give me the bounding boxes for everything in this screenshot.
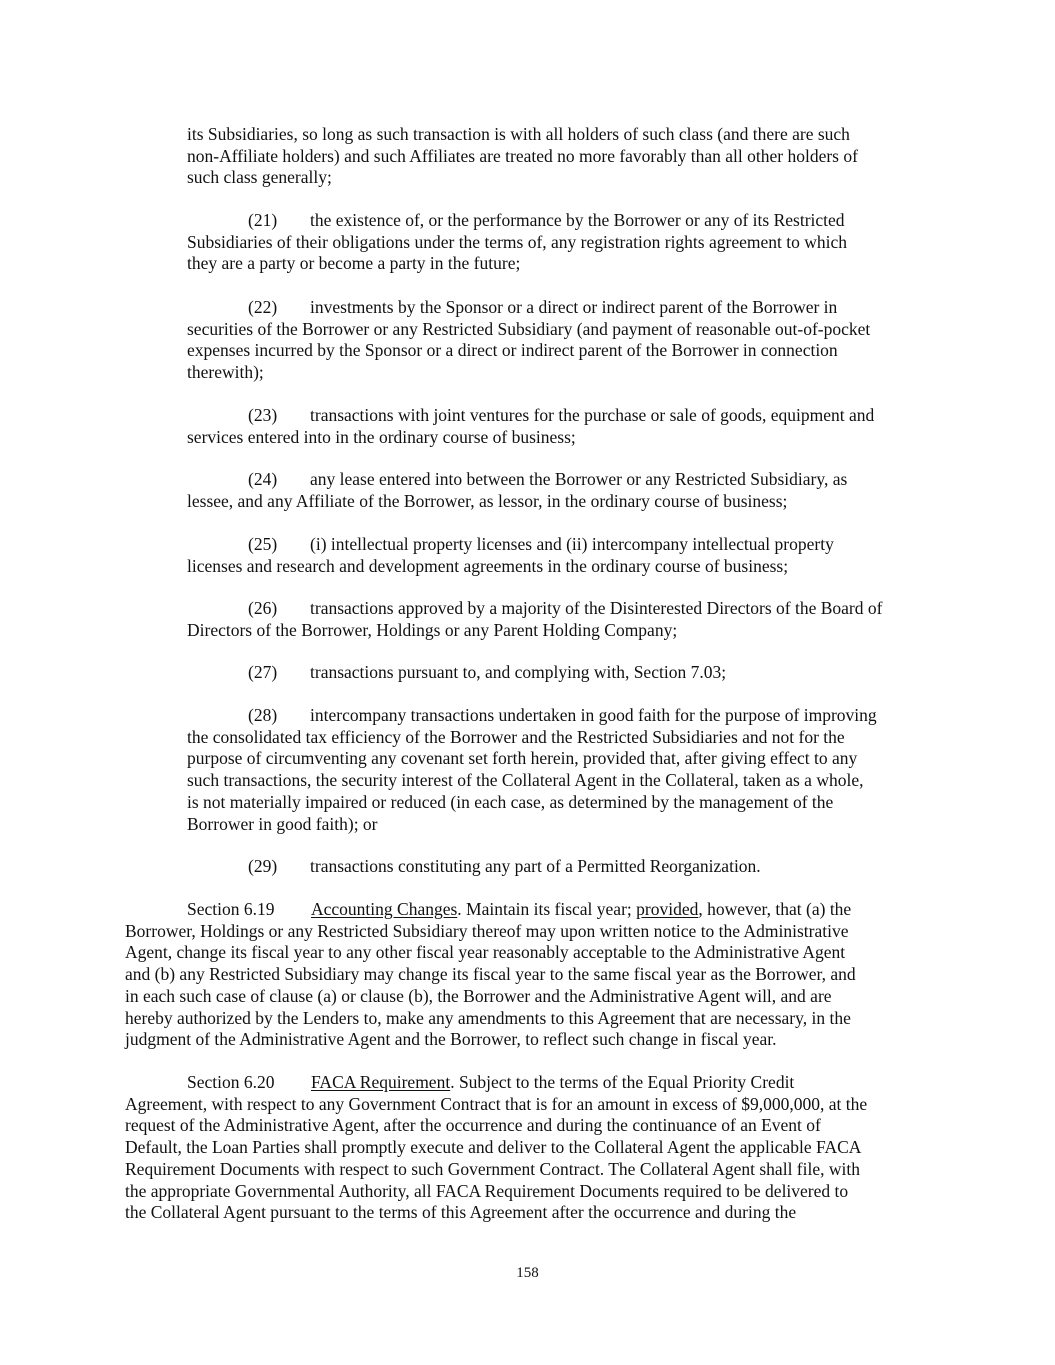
section-6-20: Section 6.20 FACA Requirement. Subject to the terms of the Equal Priority Credit Agreement, with respect to any Government Contract that is for an amount in excess of $9,000,000, at the request of the Administrative Agent, after the occurrence and during the continuance of an Event of Default, the Loan Parties shall promptly execute and deliver to the Collateral Agent the applicable FACA Requirement Documents with respect to such Government Contract. The Collateral Agent shall file, with the appropriate Governmental Authority, all FACA Requirement Documents required to be delivered to the Collateral Agent pursuant to the terms of this Agreement after the occurrence and during the [125, 1072, 940, 1224]
item-21 [187, 210, 947, 275]
item-27 [187, 662, 947, 684]
item-number: (25) [248, 534, 278, 554]
text-line: purpose of circumventing any covenant set forth herein, provided that, after giving effect to any [187, 748, 858, 769]
text-line: securities of the Borrower or any Restricted Subsidiary (and payment of reasonable out-of-pocket [187, 318, 871, 339]
text-line: Default, the Loan Parties shall promptly execute and deliver to the Collateral Agent the applicable FACA [125, 1137, 862, 1158]
text-line: the appropriate Governmental Authority, all FACA Requirement Documents required to be delivered to [125, 1180, 849, 1201]
text-line: judgment of the Administrative Agent and the Borrower, to reflect such change in fiscal year. [125, 1029, 777, 1050]
text-line: therewith); [187, 362, 264, 383]
item-number: (27) [248, 662, 278, 682]
text-line: is not materially impaired or reduced (in each case, as determined by the management of the [187, 791, 834, 812]
item-number: (23) [248, 405, 278, 425]
text-line: expenses incurred by the Sponsor or a direct or indirect parent of the Borrower in connection [187, 340, 838, 361]
item-29 [187, 856, 947, 878]
item-number: (21) [248, 210, 278, 230]
item-number: (22) [248, 297, 278, 317]
text-line: transactions constituting any part of a Permitted Reorganization. [310, 856, 761, 876]
text-line: and (b) any Restricted Subsidiary may change its fiscal year to the same fiscal year as the Borrower, and [125, 964, 856, 985]
page-number: 158 [516, 1265, 539, 1281]
item-26 [187, 598, 947, 641]
text-line: Agreement, with respect to any Government Contract that is for an amount in excess of $9,000,000, at the [125, 1093, 868, 1114]
section-heading: Accounting Changes [311, 899, 458, 919]
item-24 [187, 469, 947, 512]
text-line: Subsidiaries of their obligations under the terms of, any registration rights agreement to which [187, 231, 847, 252]
section-heading: FACA Requirement [311, 1072, 451, 1092]
item-number: (24) [248, 469, 278, 489]
text-line: intercompany transactions undertaken in good faith for the purpose of improving [310, 705, 877, 725]
text-line: such transactions, the security interest of the Collateral Agent in the Collateral, taken as a whole, [187, 770, 864, 791]
text-line: Borrower in good faith); or [187, 813, 378, 834]
text-line: Directors of the Borrower, Holdings or any Parent Holding Company; [187, 619, 678, 640]
text-line: they are a party or become a party in the future; [187, 253, 521, 274]
text-line: Borrower, Holdings or any Restricted Subsidiary thereof may upon written notice to the Administrative [125, 920, 849, 941]
text-line: non-Affiliate holders) and such Affiliates are treated no more favorably than all other holders of [187, 145, 858, 166]
text-line: its Subsidiaries, so long as such transaction is with all holders of such class (and there are such [187, 124, 850, 144]
text-line: services entered into in the ordinary course of business; [187, 426, 576, 447]
item-number: (28) [248, 705, 278, 725]
item-number: (29) [248, 856, 278, 876]
text-line: hereby authorized by the Lenders to, make any amendments to this Agreement that are necessary, in the [125, 1007, 851, 1028]
text-line: lessee, and any Affiliate of the Borrower, as lessor, in the ordinary course of business; [187, 490, 788, 511]
text-line: licenses and research and development agreements in the ordinary course of business; [187, 555, 789, 576]
text-line: (i) intellectual property licenses and (ii) intercompany intellectual property [310, 534, 834, 554]
text-line: the consolidated tax efficiency of the Borrower and the Restricted Subsidiaries and not for the [187, 726, 845, 747]
item-25 [187, 534, 947, 577]
text-line: such class generally; [187, 167, 332, 188]
item-28 [187, 705, 947, 835]
text-line: in each such case of clause (a) or clause (b), the Borrower and the Administrative Agent will, and are [125, 985, 832, 1006]
text-line: investments by the Sponsor or a direct or indirect parent of the Borrower in [310, 297, 838, 317]
section-6-19: Section 6.19 Accounting Changes. Maintain its fiscal year; provided, however, that (a) the Borrower, Holdings or any Restricted Subsidiary thereof may upon written notice to the Administrative Agent, change its fiscal year to any other fiscal year reasonably acceptable to the Administrative Agent and (b) any Restricted Subsidiary may change its fiscal year to the same fiscal year as the Borrower, and in each such case of clause (a) or clause (b), the Borrower and the Administrative Agent will, and are hereby authorized by the Lenders to, make any amendments to this Agreement that are necessary, in the judgment of the Administrative Agent and the Borrower, to reflect such change in fiscal year. [125, 899, 940, 1051]
text-line: the Collateral Agent pursuant to the terms of this Agreement after the occurrence and during the [125, 1202, 797, 1223]
text-line: Agent, change its fiscal year to any other fiscal year reasonably acceptable to the Administrative Agent [125, 942, 846, 963]
text-line: the existence of, or the performance by the Borrower or any of its Restricted [310, 210, 845, 230]
continuation-paragraph [187, 124, 947, 189]
item-22 [187, 297, 947, 384]
text-line: transactions pursuant to, and complying with, Section 7.03; [310, 662, 727, 682]
text-line: any lease entered into between the Borrower or any Restricted Subsidiary, as [310, 469, 848, 489]
item-number: (26) [248, 598, 278, 618]
section-number: Section 6.20 [187, 1072, 275, 1092]
text-line: transactions approved by a majority of the Disinterested Directors of the Board of [310, 598, 883, 618]
provided-term: provided [636, 899, 699, 919]
text-line: request of the Administrative Agent, after the occurrence and during the continuance of an Event of [125, 1115, 821, 1136]
item-23 [187, 405, 947, 448]
text-line: transactions with joint ventures for the purchase or sale of goods, equipment and [310, 405, 875, 425]
section-number: Section 6.19 [187, 899, 275, 919]
text-line: Requirement Documents with respect to such Government Contract. The Collateral Agent shall file, with [125, 1158, 860, 1179]
